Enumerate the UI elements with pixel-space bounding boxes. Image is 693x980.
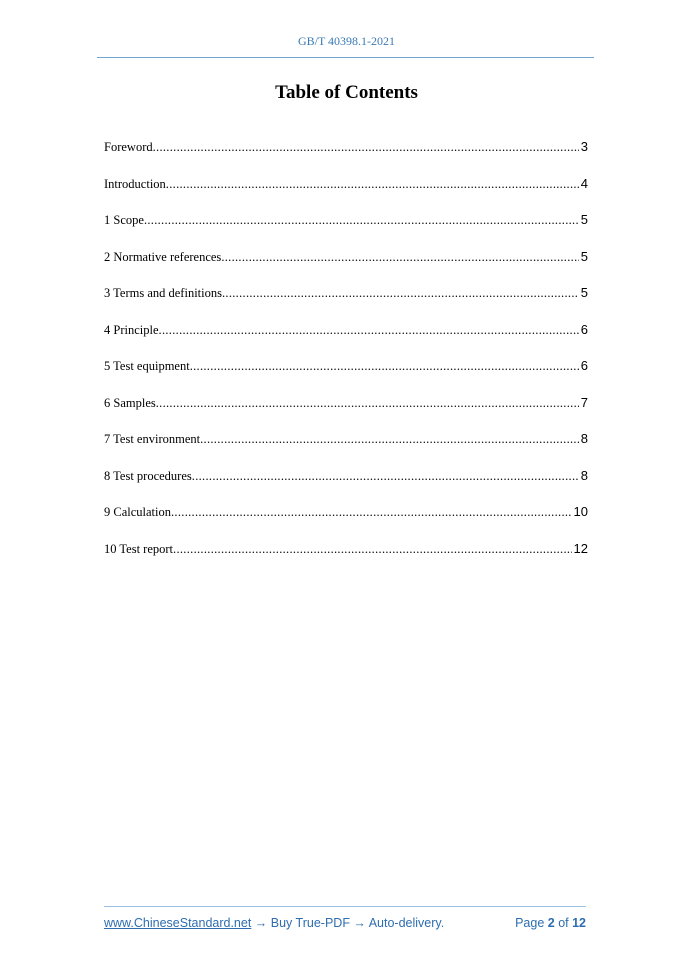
toc-leader-dots bbox=[159, 320, 579, 340]
toc-entry-test-report[interactable] bbox=[104, 539, 588, 576]
toc-leader-dots bbox=[190, 356, 579, 376]
toc-leader-dots bbox=[221, 247, 578, 267]
toc-leader-dots bbox=[200, 429, 579, 449]
toc-leader-dots bbox=[144, 210, 579, 230]
footer-divider bbox=[104, 906, 586, 907]
document-code-header: GB/T 40398.1-2021 bbox=[297, 34, 396, 48]
toc-entry-label: 8 Test procedures bbox=[104, 468, 192, 483]
toc-entry-foreword[interactable] bbox=[104, 137, 588, 174]
toc-entry-label: 1 Scope bbox=[104, 213, 144, 227]
toc-entry-label: 9 Calculation bbox=[104, 505, 171, 519]
toc-entry-label: Introduction bbox=[104, 176, 166, 191]
arrow-right-icon: → bbox=[251, 916, 271, 930]
page-current: 2 bbox=[547, 916, 555, 930]
toc-leader-dots bbox=[153, 137, 579, 157]
auto-delivery-text: Auto-delivery. bbox=[368, 916, 445, 930]
page-title: Table of Contents bbox=[275, 82, 418, 103]
toc-entry-label: 6 Samples bbox=[104, 395, 156, 410]
toc-entry-scope[interactable] bbox=[104, 210, 588, 247]
toc-entry-label: 5 Test equipment bbox=[104, 359, 190, 373]
toc-entry-label: 2 Normative references bbox=[104, 249, 222, 264]
toc-entry-page: 5 bbox=[580, 248, 588, 264]
toc-entry-page: 5 bbox=[580, 285, 588, 300]
arrow-right-icon: → bbox=[349, 916, 369, 930]
toc-entry-page: 10 bbox=[573, 504, 588, 519]
toc-entry-introduction[interactable] bbox=[104, 174, 588, 211]
page-of: of bbox=[554, 916, 573, 930]
toc-entry-page: 5 bbox=[580, 212, 588, 227]
toc-entry-samples[interactable] bbox=[104, 393, 588, 430]
toc-entry-principle[interactable] bbox=[104, 320, 588, 357]
toc-entry-page: 4 bbox=[580, 175, 588, 191]
toc-entry-normative-references[interactable] bbox=[104, 247, 588, 284]
table-of-contents bbox=[104, 137, 588, 575]
toc-entry-page: 8 bbox=[580, 467, 588, 483]
toc-entry-label: 3 Terms and definitions bbox=[104, 286, 222, 300]
page-prefix: Page bbox=[515, 916, 548, 930]
toc-entry-test-procedures[interactable] bbox=[104, 466, 588, 503]
toc-entry-calculation[interactable] bbox=[104, 502, 588, 539]
toc-entry-terms-and-definitions[interactable] bbox=[104, 283, 588, 320]
footer-promo bbox=[104, 916, 444, 930]
page-total: 12 bbox=[572, 916, 586, 930]
toc-entry-test-environment[interactable] bbox=[104, 429, 588, 466]
toc-entry-page: 7 bbox=[580, 394, 588, 410]
toc-leader-dots bbox=[222, 283, 579, 303]
toc-leader-dots bbox=[171, 502, 572, 522]
site-link[interactable]: www.ChineseStandard.net bbox=[104, 916, 252, 930]
toc-entry-label: Foreword bbox=[104, 140, 153, 154]
toc-leader-dots bbox=[156, 393, 579, 413]
toc-entry-page: 3 bbox=[580, 139, 588, 154]
header-divider bbox=[97, 57, 594, 58]
toc-entry-page: 6 bbox=[580, 358, 588, 373]
toc-entry-label: 10 Test report bbox=[104, 541, 174, 556]
toc-entry-label: 7 Test environment bbox=[104, 432, 201, 446]
toc-leader-dots bbox=[192, 466, 579, 486]
toc-entry-test-equipment[interactable] bbox=[104, 356, 588, 393]
buy-true-pdf-text: Buy True-PDF bbox=[270, 916, 350, 930]
toc-entry-page: 12 bbox=[573, 540, 588, 556]
toc-leader-dots bbox=[166, 174, 579, 194]
page-footer bbox=[104, 916, 586, 930]
toc-entry-page: 8 bbox=[580, 431, 588, 446]
toc-leader-dots bbox=[173, 539, 572, 559]
toc-entry-label: 4 Principle bbox=[104, 322, 159, 337]
page-number bbox=[515, 916, 586, 930]
toc-entry-page: 6 bbox=[580, 321, 588, 337]
